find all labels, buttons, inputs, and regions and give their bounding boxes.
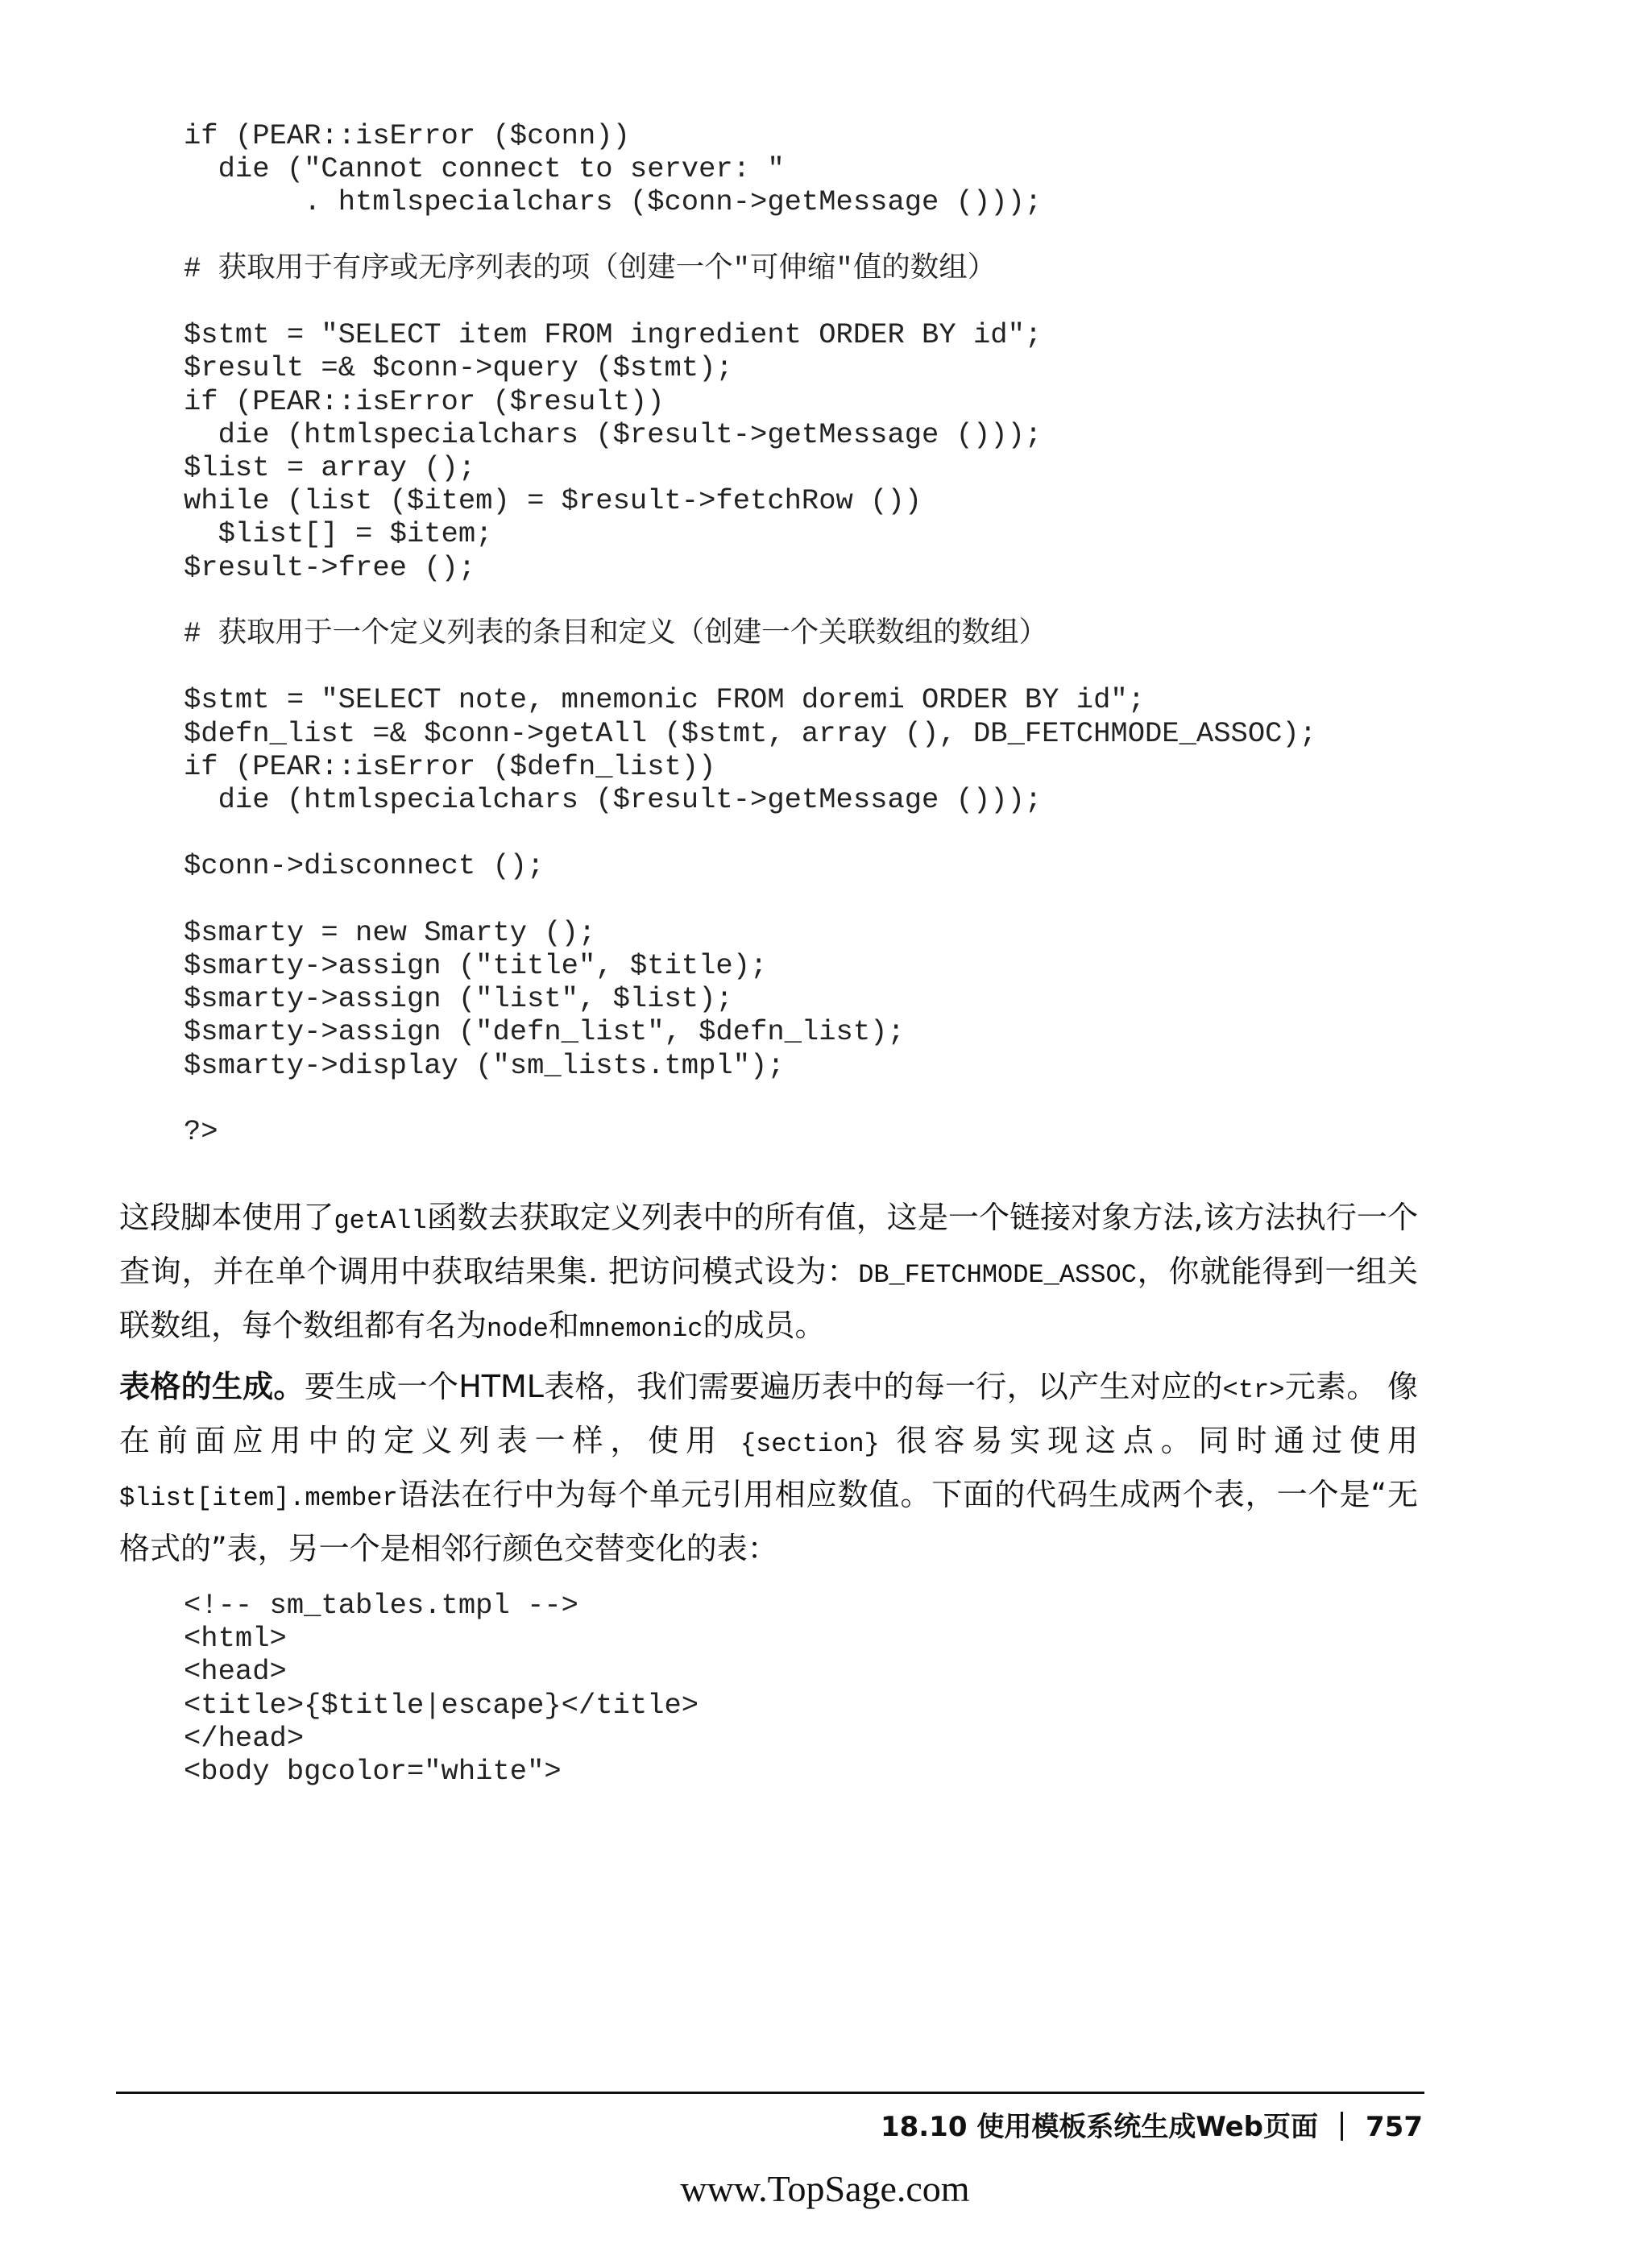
- text: 这段脚本使用了: [119, 1200, 334, 1235]
- text: 要生成一个HTML表格，我们需要遍历表中的每一行，以产生对应的: [304, 1369, 1223, 1404]
- code-block-php: if (PEAR::isError ($conn)) die ("Cannot connect to server: " . htmlspecialchars ($conn->getMessage ())); # 获取用于有序或无序列表的项（创建一个"可伸缩"值的数组） $stmt = "SELECT item FROM ingredient ORDER BY id"; $result =& $conn->query ($stmt); if (PEAR::isError ($result)) die (htmlspecialchars ($result->getMessage ())); $list = array (); while (list ($item) = $result->fetchRow ()) $list[] = $item; $result->free (); # 获取用于一个定义列表的条目和定义（创建一个关联数组的数组） $stmt = "SELECT note, mnemonic FROM doremi ORDER BY id"; $defn_list =& $conn->getAll ($stmt, array (), DB_FETCHMODE_ASSOC); if (PEAR::isError ($defn_list)) die (htmlspecialchars ($result->getMessage ())); $conn->disconnect (); $smarty = new Smarty (); $smarty->assign ("title", $title); $smarty->assign ("list", $list); $smarty->assign ("defn_list", $defn_list); $smarty->display ("sm_lists.tmpl"); ?>: [184, 119, 1317, 1149]
- text: 很容易实现这点。同时通过使用: [879, 1423, 1418, 1458]
- text: 的成员。: [703, 1308, 826, 1343]
- watermark-url: www.TopSage.com: [680, 2168, 970, 2209]
- footer-separator: [1341, 2112, 1343, 2141]
- code-block-template: <!-- sm_tables.tmpl --> <html> <head> <title>{$title|escape}</title> </head> <body bgcolor="white">: [184, 1589, 699, 1789]
- text: 和: [548, 1308, 579, 1343]
- text: 语法在行中为每个单元引用相应数值。下面的代码生成两个表，一个是“无格式的”表，另一个是相邻行颜色交替变化的表：: [119, 1477, 1418, 1566]
- page-number: 757: [1366, 2111, 1423, 2143]
- paragraph-heading: 表格的生成。: [119, 1369, 305, 1404]
- inline-code: <tr>: [1222, 1375, 1285, 1405]
- text: ，你就能得到一组关联数组，每个数组都有名为: [119, 1254, 1418, 1343]
- section-title: 18.10 使用模板系统生成Web页面: [880, 2111, 1319, 2143]
- paragraph-table-generation: [119, 1362, 1418, 1574]
- text: 元素。 像在前面应用中的定义列表一样，使用: [119, 1369, 1418, 1458]
- paragraph-getall: [119, 1192, 1418, 1354]
- inline-code: $list[item].member: [119, 1483, 398, 1513]
- footer-rule: [116, 2092, 1424, 2094]
- inline-code: DB_FETCHMODE_ASSOC: [858, 1260, 1137, 1290]
- running-footer: [881, 2104, 1423, 2144]
- text: 函数去获取定义列表中的所有值，这是一个链接对象方法,该方法执行一个查询，并在单个调用中获取结果集. 把访问模式设为：: [119, 1200, 1418, 1289]
- inline-code: getAll: [334, 1206, 427, 1236]
- inline-code: node: [487, 1314, 549, 1344]
- inline-code: {section}: [740, 1429, 880, 1459]
- inline-code: mnemonic: [578, 1314, 703, 1344]
